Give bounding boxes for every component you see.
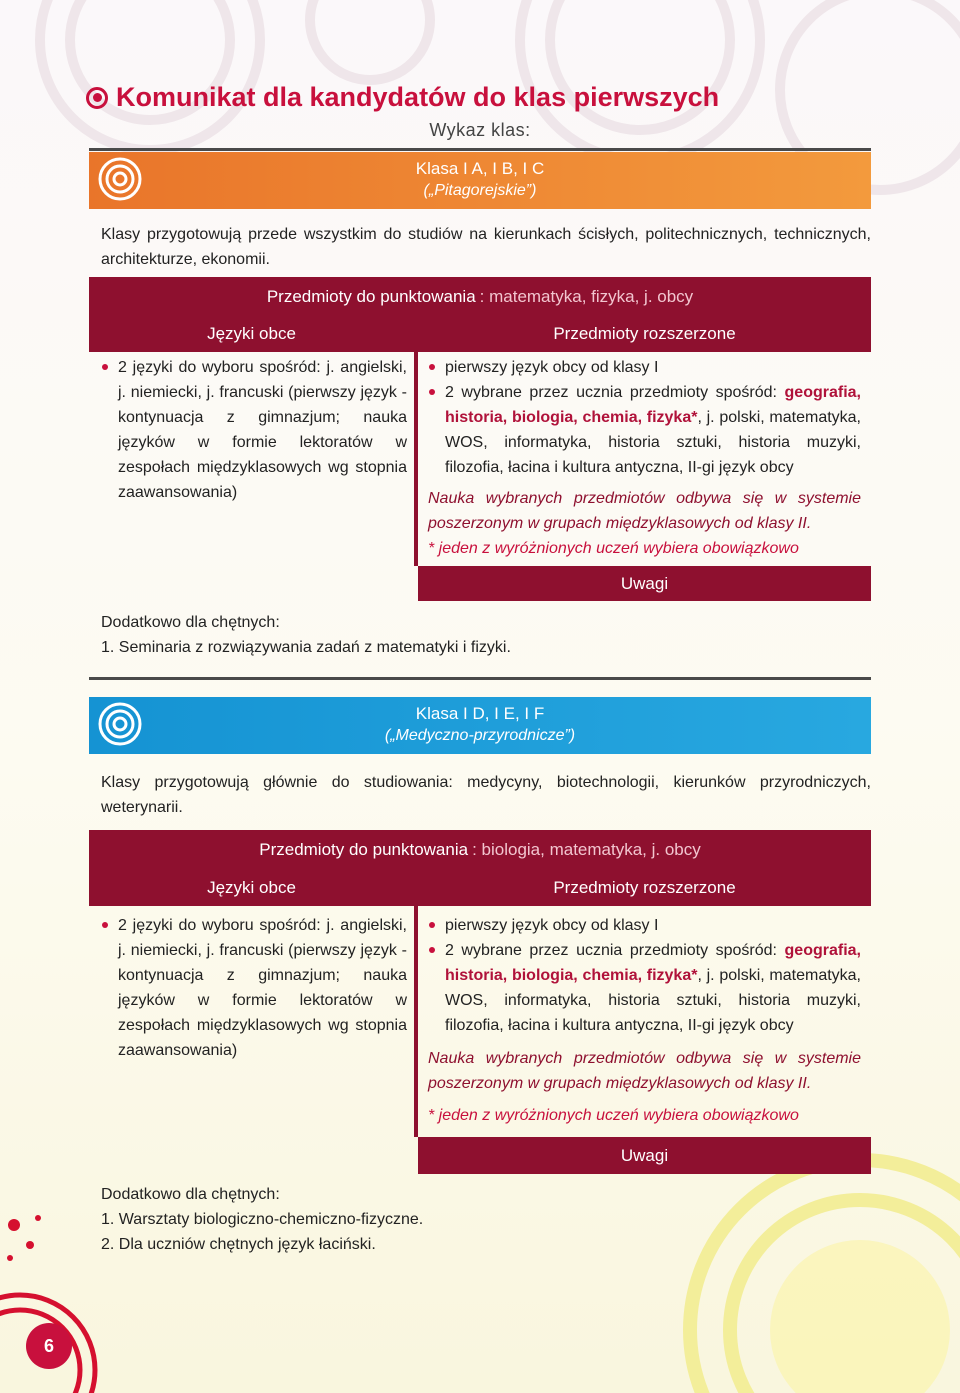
ring-icon [97, 156, 143, 202]
section-rule [89, 677, 871, 680]
item-text: 2 wybrane przez ucznia przedmioty spośród: [445, 942, 785, 959]
class-description: Klasy przygotowują głównie do studiowania: medycyny, biotechnologii, kierunków przyrodniczych, weterynarii. [101, 774, 871, 816]
punktowanie-header [89, 830, 871, 870]
list-item: pierwszy język obcy od klasy I [428, 913, 861, 938]
section-rule [89, 148, 871, 151]
punktowanie-header [89, 277, 871, 316]
page-number: 6 [26, 1323, 72, 1369]
list-item [428, 938, 861, 1038]
uwagi-header: Uwagi [418, 566, 871, 601]
punktowanie-value: : matematyka, fizyka, j. obcy [479, 286, 694, 306]
page-title [86, 82, 719, 113]
highlighted-subjects: geografia, historia, biologia, chemia, fizyka* [445, 384, 861, 426]
page-title-text: Komunikat dla kandydatów do klas pierwszych [116, 82, 720, 112]
column-divider [414, 870, 418, 1137]
highlighted-subjects: geografia, historia, biologia, chemia, fizyka* [445, 942, 861, 984]
rozszerzone-list [428, 913, 861, 1038]
przedmioty-rozszerzone-header: Przedmioty rozszerzone [418, 316, 871, 352]
jezyki-list [101, 913, 407, 1063]
punktowanie-label: Przedmioty do punktowania [259, 840, 469, 859]
list-item: 2 języki do wyboru spośród: j. angielski, j. niemiecki, j. francuski (pierwszy język - kontynuacja z gimnazjum; nauka języków w formie lektoratów w zespołach międzyklasowych wg stopnia zaawansowania) [101, 913, 407, 1063]
list-item: pierwszy język obcy od klasy I [428, 355, 861, 380]
item-text: , j. polski, matematyka, WOS, informatyka, historia sztuki, historia muzyki, filozofia, łacina i kultura antyczna, II-gi język obcy [445, 967, 862, 1034]
punktowanie-label: Przedmioty do punktowania [266, 286, 476, 306]
jezyki-obce-header: Języki obce [89, 870, 414, 906]
extras [101, 610, 511, 660]
column-divider [414, 316, 418, 566]
rozszerzone-list [428, 355, 861, 480]
class-name: Klasa I D, I E, I F [415, 704, 545, 723]
class-nickname: („Pitagorejskie”) [423, 182, 537, 199]
extras-item: 1. Seminaria z rozwiązywania zadań z matematyki i fizyki. [101, 639, 511, 656]
extras-title: Dodatkowo dla chętnych: [101, 614, 280, 631]
class-band-1 [89, 152, 871, 209]
przedmioty-rozszerzone-header: Przedmioty rozszerzone [418, 870, 871, 906]
punktowanie-value: : biologia, matematyka, j. obcy [472, 840, 701, 859]
extras-item: 2. Dla uczniów chętnych język łaciński. [101, 1236, 376, 1253]
list-item: 2 języki do wyboru spośród: j. angielski, j. niemiecki, j. francuski (pierwszy język - kontynuacja z gimnazjum; nauka języków w formie lektoratów w zespołach międzyklasowych wg stopnia zaawansowania) [101, 355, 407, 505]
ring-icon [97, 701, 143, 747]
item-text: 2 wybrane przez ucznia przedmioty spośród: [445, 384, 785, 401]
list-item [428, 380, 861, 480]
system-note: Nauka wybranych przedmiotów odbywa się w systemie poszerzonym w grupach międzyklasowych od klasy II. [428, 1050, 861, 1092]
star-note: * jeden z wyróżnionych uczeń wybiera obowiązkowo [428, 1107, 799, 1124]
extras-title: Dodatkowo dla chętnych: [101, 1186, 280, 1203]
target-bullet-icon [86, 87, 108, 109]
class-name: Klasa I A, I B, I C [415, 159, 545, 178]
system-note: Nauka wybranych przedmiotów odbywa się w systemie poszerzonym w grupach międzyklasowych od klasy II. [428, 490, 861, 532]
class-nickname: („Medyczno-przyrodnicze”) [384, 727, 576, 744]
class-description: Klasy przygotowują przede wszystkim do studiów na kierunkach ścisłych, politechnicznych, technicznych, architekturze, ekonomii. [101, 226, 871, 268]
extras [101, 1182, 423, 1257]
jezyki-obce-header: Języki obce [89, 316, 414, 352]
star-note: * jeden z wyróżnionych uczeń wybiera obowiązkowo [428, 540, 799, 557]
extras-item: 1. Warsztaty biologiczno-chemiczno-fizyczne. [101, 1211, 424, 1228]
jezyki-list [101, 355, 407, 505]
uwagi-header: Uwagi [418, 1137, 871, 1174]
page-subtitle: Wykaz klas: [429, 120, 531, 140]
item-text: , j. polski, matematyka, WOS, informatyka, historia sztuki, historia muzyki, filozofia, łacina i kultura antyczna, II-gi język obcy [445, 409, 862, 476]
class-band-2 [89, 697, 871, 754]
